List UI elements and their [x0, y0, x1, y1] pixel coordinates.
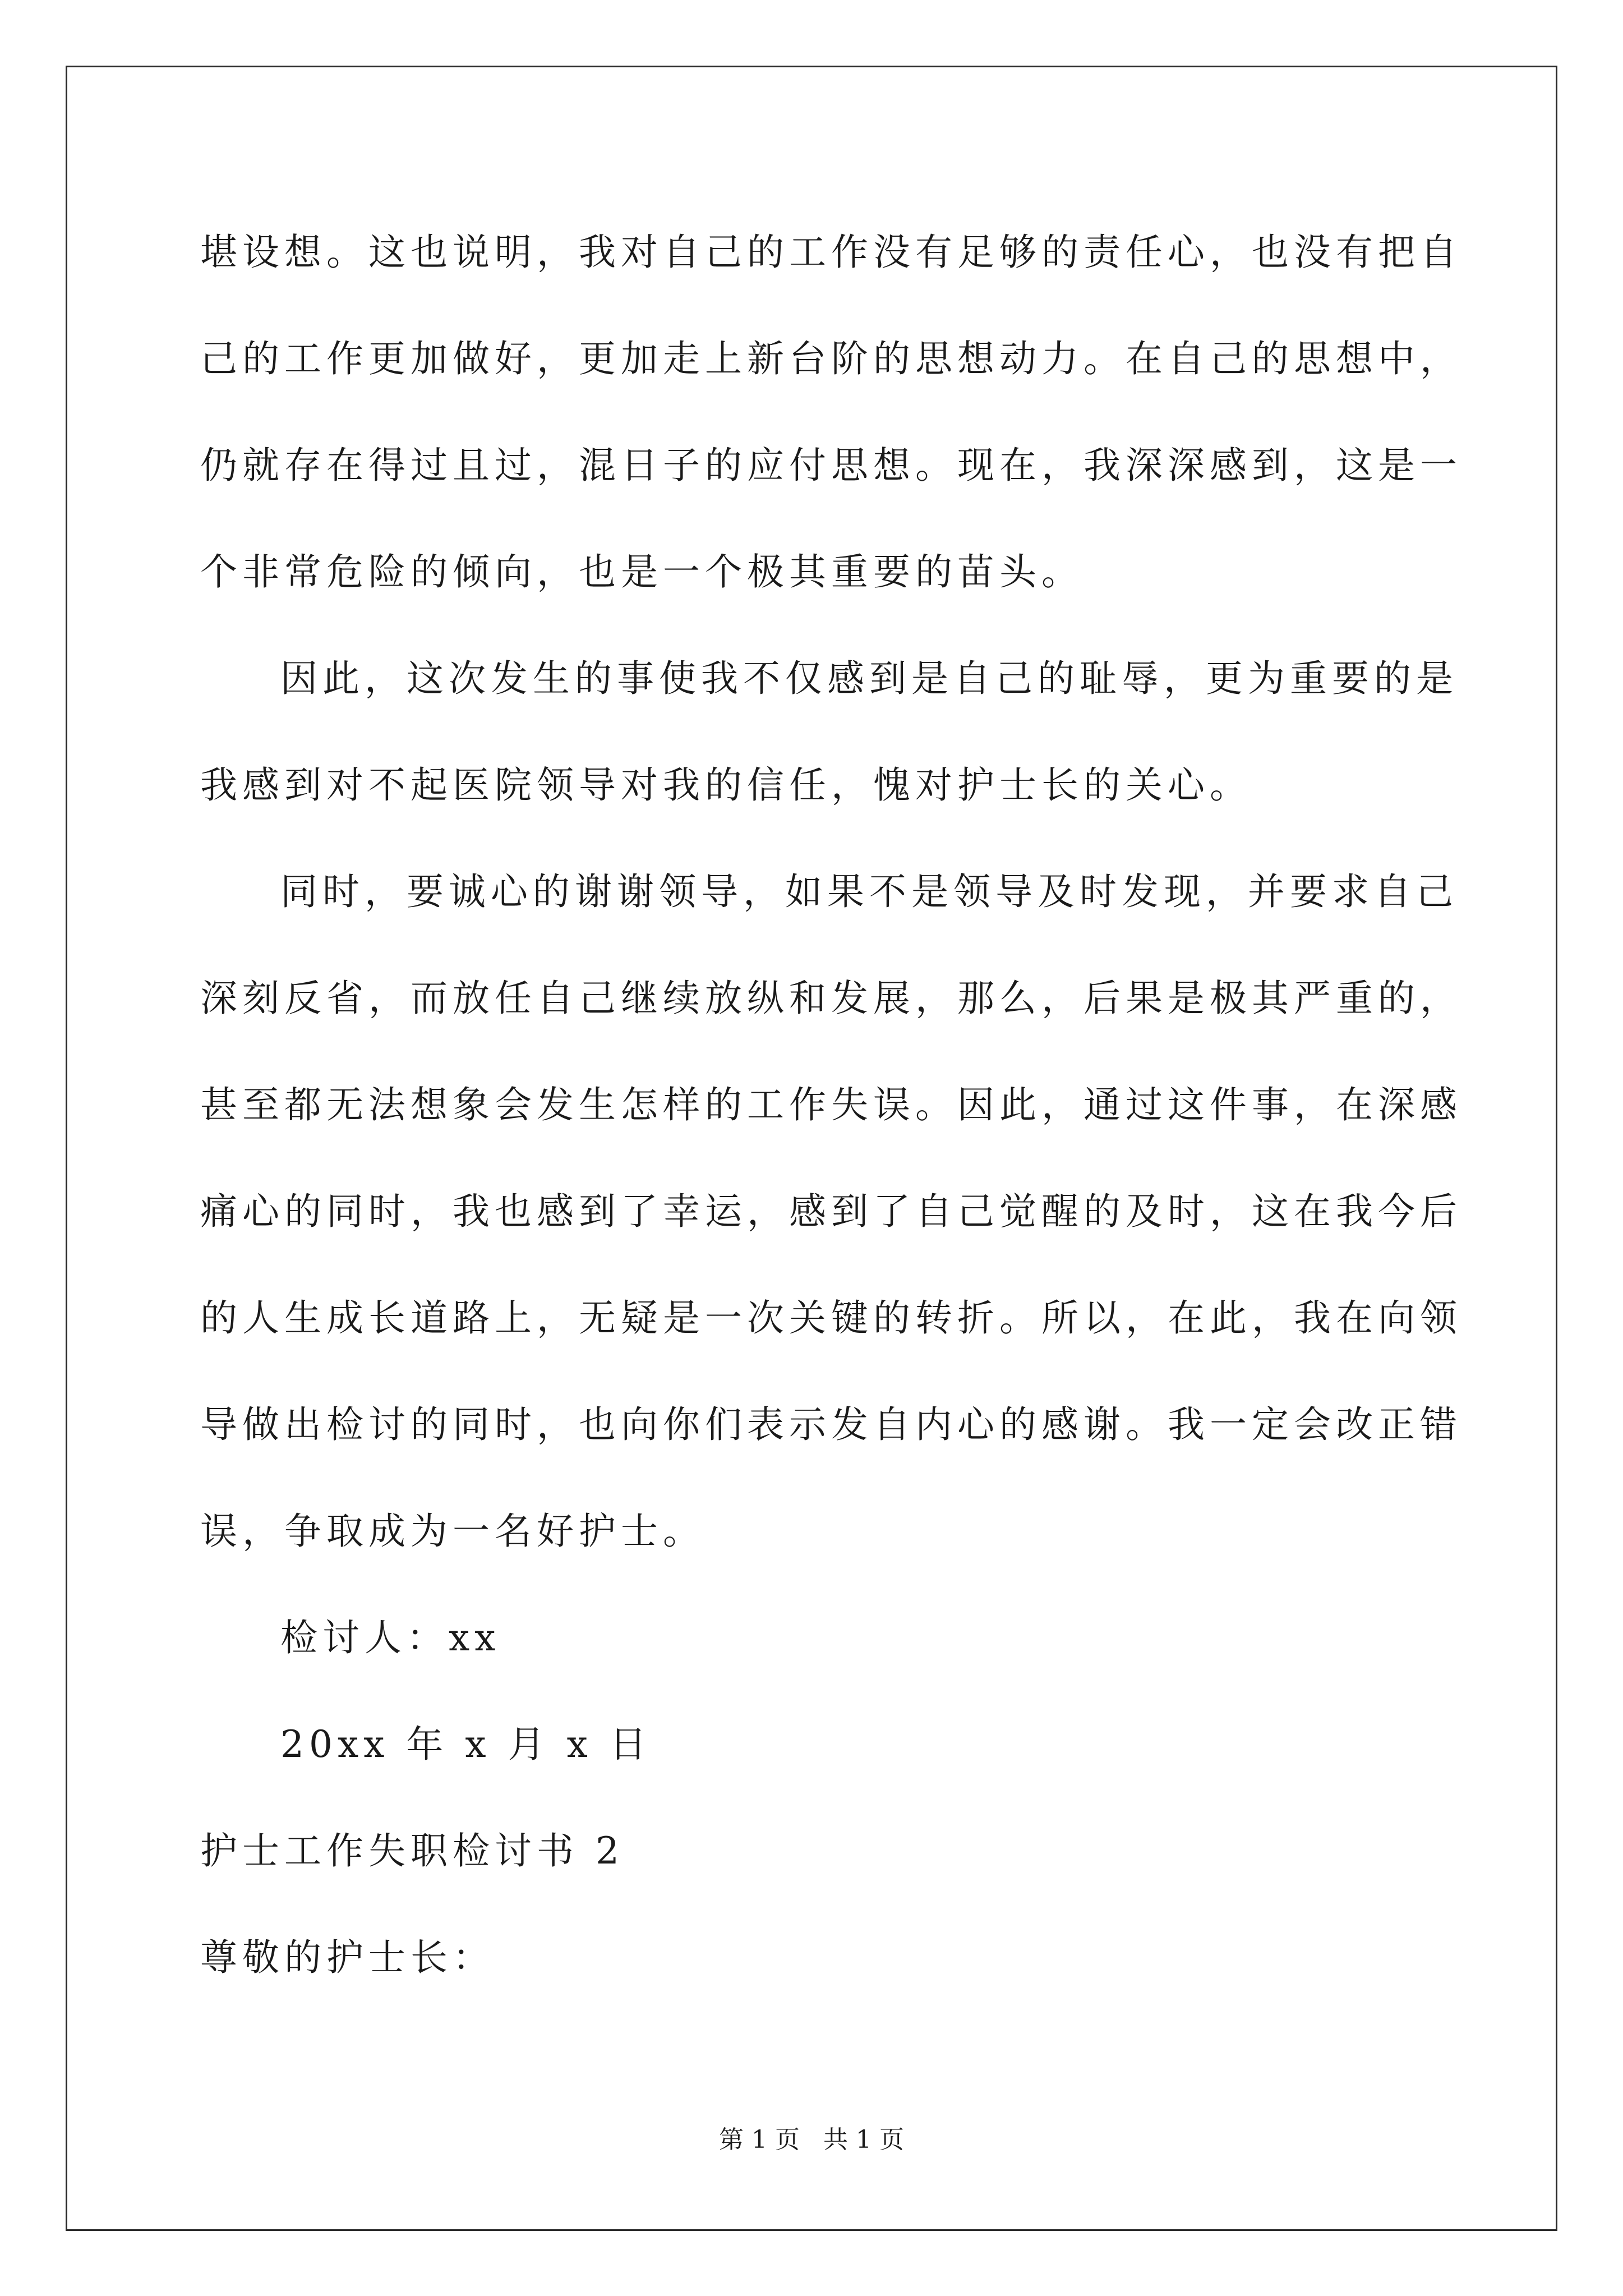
page-footer: 第 1 页 共 1 页 — [719, 2125, 904, 2154]
body-line-8: 深刻反省，而放任自己继续放纵和发展，那么，后果是极其严重的， — [200, 977, 1462, 1020]
body-line-12: 导做出检讨的同时，也向你们表示发自内心的感谢。我一定会改正错 — [200, 1403, 1462, 1446]
body-line-2: 己的工作更加做好，更加走上新台阶的思想动力。在自己的思想中， — [200, 337, 1462, 380]
body-line-9: 甚至都无法想象会发生怎样的工作失误。因此，通过这件事，在深感 — [200, 1083, 1462, 1126]
page-border — [66, 66, 1557, 2231]
body-line-4: 个非常危险的倾向，也是一个极其重要的苗头。 — [200, 550, 1083, 593]
body-line-3: 仍就存在得过且过，混日子的应付思想。现在，我深深感到，这是一 — [200, 444, 1462, 487]
body-line-6: 我感到对不起医院领导对我的信任，愧对护士长的关心。 — [200, 763, 1252, 807]
body-line-1: 堪设想。这也说明，我对自己的工作没有足够的责任心，也没有把自 — [200, 231, 1462, 274]
body-line-13: 误，争取成为一名好护士。 — [200, 1510, 705, 1553]
section-title: 护士工作失职检讨书 2 — [200, 1829, 624, 1872]
body-line-10: 痛心的同时，我也感到了幸运，感到了自己觉醒的及时，这在我今后 — [200, 1190, 1462, 1233]
body-line-7: 同时，要诚心的谢谢领导，如果不是领导及时发现，并要求自己 — [280, 870, 1458, 913]
body-line-11: 的人生成长道路上，无疑是一次关键的转折。所以，在此，我在向领 — [200, 1296, 1462, 1340]
signature: 检讨人：xx — [280, 1616, 501, 1659]
body-line-5: 因此，这次发生的事使我不仅感到是自己的耻辱，更为重要的是 — [280, 657, 1458, 700]
date: 20xx 年 x 月 x 日 — [280, 1723, 652, 1766]
salutation: 尊敬的护士长： — [200, 1936, 495, 1979]
